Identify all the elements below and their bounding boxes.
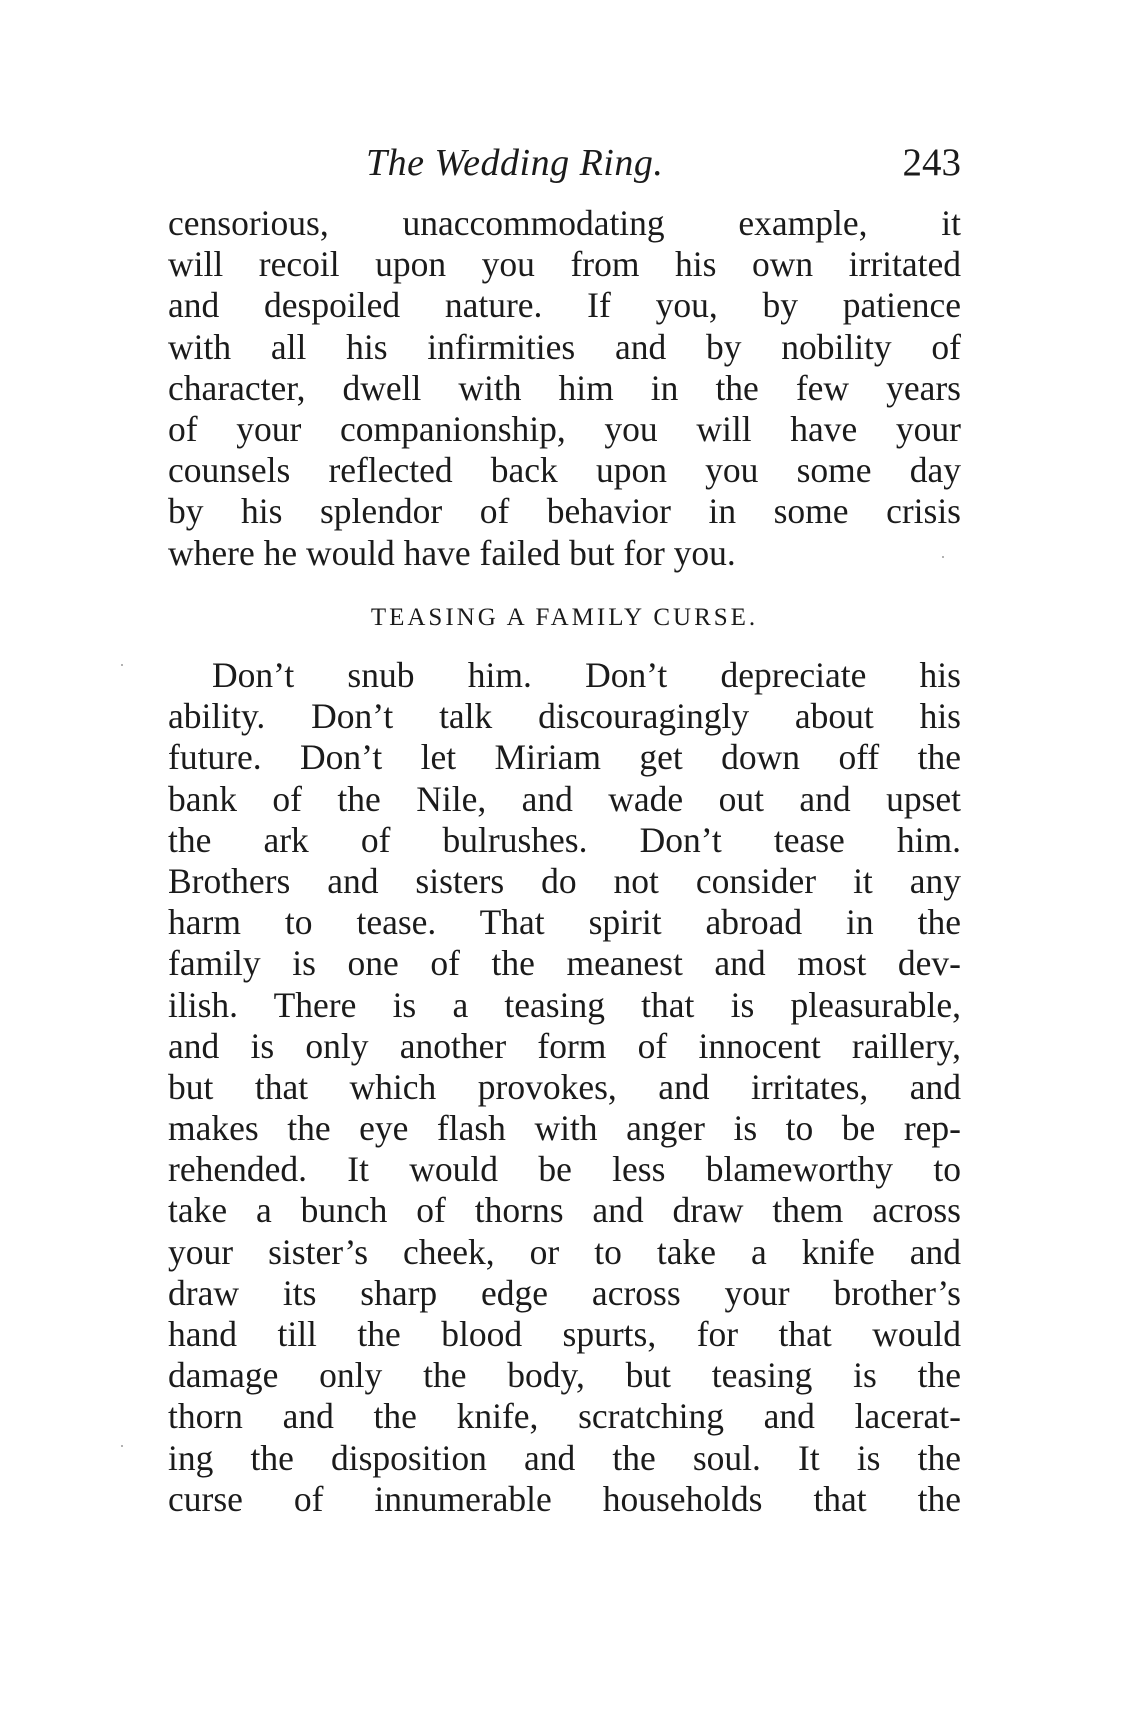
text-line: damage only the body, but teasing is the (168, 1355, 961, 1396)
text-line: bank of the Nile, and wade out and upset (168, 778, 961, 819)
running-title: The Wedding Ring. (366, 142, 664, 184)
page-number: 243 (902, 141, 961, 184)
text-line: the ark of bulrushes. Don’t tease him. (168, 819, 961, 860)
scan-speck (121, 664, 123, 666)
text-line: draw its sharp edge across your brother’s (168, 1272, 961, 1313)
text-line: future. Don’t let Miriam get down off the (168, 737, 961, 778)
text-line: take a bunch of thorns and draw them across (168, 1190, 961, 1231)
text-line: makes the eye flash with anger is to be rep- (168, 1108, 961, 1149)
text-line: but that which provokes, and irritates, and (168, 1066, 961, 1107)
text-line: will recoil upon you from his own irritated (168, 244, 961, 285)
text-line: hand till the blood spurts, for that would (168, 1314, 961, 1354)
text-line: censorious, unaccommodating example, it (168, 203, 961, 243)
text-line: by his splendor of behavior in some crisis (168, 491, 961, 532)
text-line: counsels reflected back upon you some day (168, 450, 961, 491)
text-line: ability. Don’t talk discouragingly about his (168, 696, 961, 737)
text-line: ing the disposition and the soul. It is the (168, 1437, 961, 1478)
text-line: character, dwell with him in the few years (168, 367, 961, 408)
text-line: curse of innumerable households that the (168, 1478, 961, 1519)
text-line: harm to tease. That spirit abroad in the (168, 902, 961, 943)
section-heading: TEASING A FAMILY CURSE. (370, 604, 759, 631)
text-line: thorn and the knife, scratching and lacerat- (168, 1396, 961, 1437)
text-line: ilish. There is a teasing that is pleasurable, (168, 984, 961, 1025)
text-line: your sister’s cheek, or to take a knife and (168, 1231, 961, 1272)
text-line: and despoiled nature. If you, by patience (168, 285, 961, 326)
text-line: family is one of the meanest and most dev- (168, 943, 961, 984)
text-line: Don’t snub him. Don’t depreciate his (212, 655, 961, 695)
text-line: where he would have failed but for you. (168, 532, 736, 573)
text-line: and is only another form of innocent raillery, (168, 1025, 961, 1066)
paragraph-2 (168, 655, 961, 1520)
scan-speck (121, 1445, 123, 1447)
scan-speck (942, 556, 944, 558)
text-line: rehended. It would be less blameworthy to (168, 1149, 961, 1190)
running-head (168, 138, 961, 188)
text-line: Brothers and sisters do not consider it any (168, 860, 961, 901)
text-line: of your companionship, you will have your (168, 408, 961, 449)
paragraph-1 (168, 203, 961, 574)
text-line: with all his infirmities and by nobility of (168, 326, 961, 367)
